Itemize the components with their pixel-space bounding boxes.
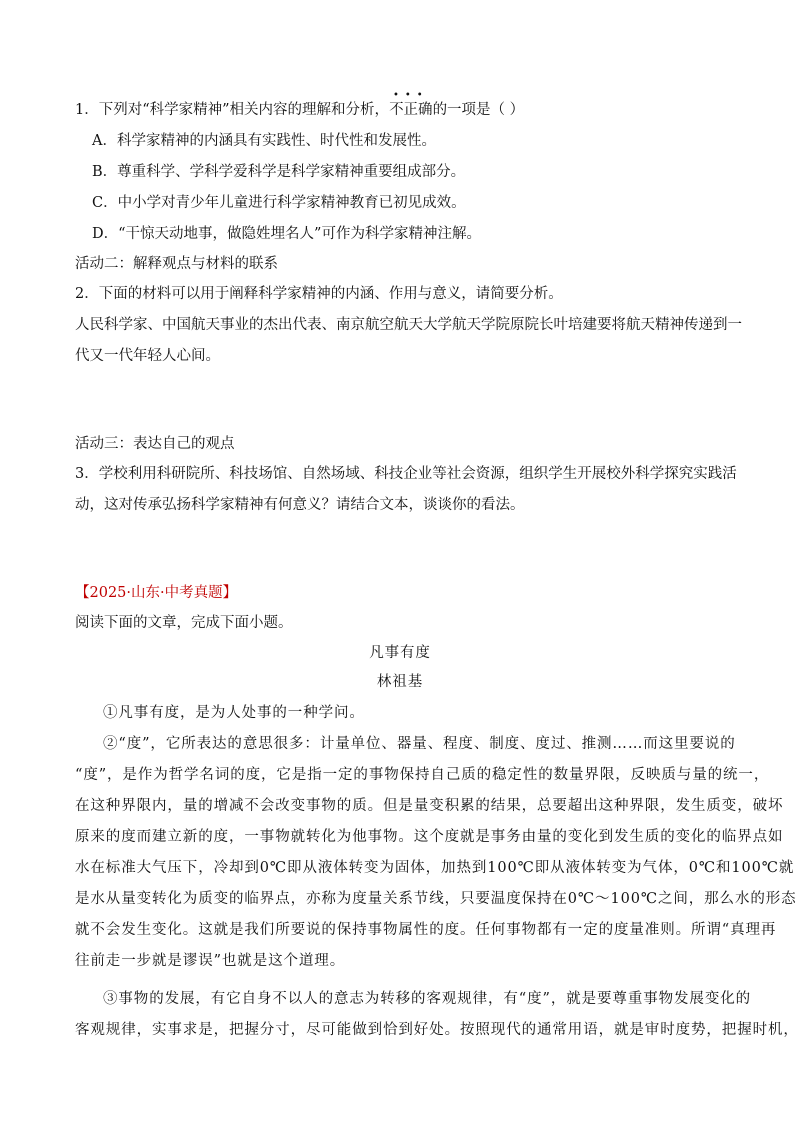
- article-line: 在这种界限内，量的增减不会改变事物的质。但是量变积累的结果，总要超出这种界限，发生质变，破坏: [75, 798, 784, 814]
- source-tag: 【2025·山东·中考真题】: [75, 585, 238, 601]
- question-1-stem-part-b: 的一项是（ ）: [432, 102, 525, 118]
- emphasis-text: 不正确: [389, 102, 433, 118]
- material-line-1: 人民科学家、中国航天事业的杰出代表、南京航空航天大学航天学院原院长叶培建要将航天精神传递到一: [75, 317, 742, 333]
- article-line: 水在标准大气压下，冷却到0℃即从液体转变为固体，加热到100℃即从液体转变为气体，0℃和100℃就: [75, 860, 795, 876]
- article-line: ②“度”，它所表达的意思很多：计量单位、器量、程度、制度、度过、推测……而这里要说的: [103, 736, 736, 752]
- article-line: “度”，是作为哲学名词的度，它是指一定的事物保持自己质的稳定性的数量界限，反映质与量的统一，: [75, 767, 770, 783]
- article-line: ③事物的发展，有它自身不以人的意志为转移的客观规律，有“度”，就是要尊重事物发展变化的: [103, 991, 752, 1007]
- question-2: 2．下面的材料可以用于阐释科学家精神的内涵、作用与意义，请简要分析。: [75, 286, 563, 302]
- article-line: ①凡事有度，是为人处事的一种学问。: [103, 705, 365, 721]
- emphasis-not-correct: [389, 90, 433, 120]
- question-1-stem-part-a: 1．下列对“科学家精神”相关内容的理解和分析，: [75, 102, 390, 118]
- emphasis-dots: •••: [392, 90, 429, 101]
- article-author: 林祖基: [376, 674, 424, 690]
- reading-instruction: 阅读下面的文章，完成下面小题。: [75, 615, 293, 631]
- activity-2-title: 活动二：解释观点与材料的联系: [75, 256, 278, 272]
- option-c: C．中小学对青少年儿童进行科学家精神教育已初见成效。: [92, 195, 466, 211]
- article-title: 凡事有度: [369, 645, 431, 661]
- option-a: A．科学家精神的内涵具有实践性、时代性和发展性。: [92, 133, 436, 149]
- article-line: 往前走一步就是谬误”也就是这个道理。: [75, 953, 346, 969]
- article-line: 是水从量变转化为质变的临界点，亦称为度量关系节线，只要温度保持在0℃～100℃之间，那么水的形态: [75, 891, 797, 907]
- article-line: 原来的度而建立新的度，一事物就转化为他事物。这个度就是事务由量的变化到发生质的变化的临界点如: [75, 829, 784, 845]
- question-3-line-2: 动，这对传承弘扬科学家精神有何意义？请结合文本，谈谈你的看法。: [75, 497, 525, 513]
- option-b: B．尊重科学、学科学爱科学是科学家精神重要组成部分。: [92, 164, 466, 180]
- activity-3-title: 活动三：表达自己的观点: [75, 436, 235, 452]
- question-3-line-1: 3．学校利用科研院所、科技场馆、自然场域、科技企业等社会资源，组织学生开展校外科学探究实践活: [75, 466, 737, 482]
- question-1-stem: [75, 90, 525, 120]
- article-line: 就不会发生变化。这就是我们所要说的保持事物属性的度。任何事物都有一定的度量准则。所谓“真理再: [75, 922, 777, 938]
- article-line: 客观规律，实事求是，把握分寸，尽可能做到恰到好处。按照现代的通常用语，就是审时度势，把握时机，: [75, 1022, 799, 1038]
- material-line-2: 代又一代年轻人心间。: [75, 348, 220, 364]
- option-d: D．“干惊天动地事，做隐姓埋名人”可作为科学家精神注解。: [92, 226, 481, 242]
